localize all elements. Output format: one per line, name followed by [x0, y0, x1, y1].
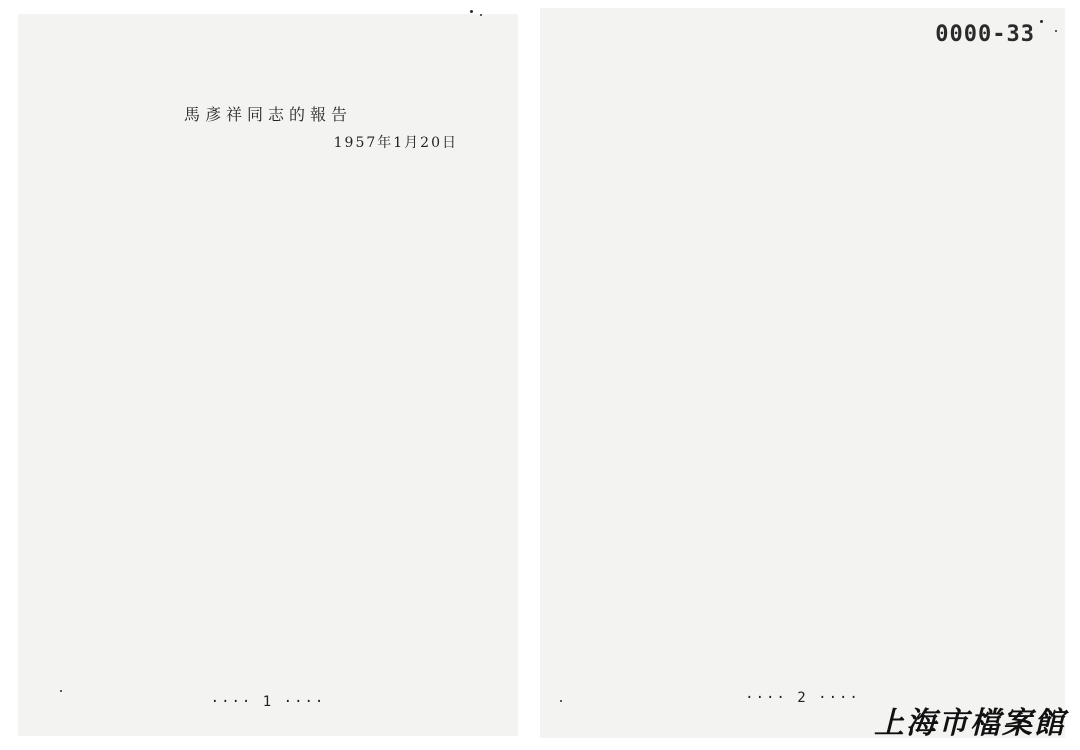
archive-watermark: 上海市檔案館 — [874, 706, 1066, 741]
scan-speck — [60, 690, 62, 692]
page-number-1: ···· 1 ···· — [210, 694, 326, 710]
report-title: 馬彥祥同志的報告 — [183, 105, 352, 124]
scan-speck — [560, 700, 562, 702]
report-date: 1957年1月20日 — [333, 135, 458, 151]
page-number-2: ···· 2 ···· — [745, 690, 860, 706]
scan-speck — [1040, 20, 1043, 23]
scan-speck — [1055, 30, 1057, 32]
document-page-1 — [18, 14, 518, 736]
scan-speck — [470, 10, 473, 13]
document-page-2 — [540, 8, 1065, 738]
archive-number: 0000-33 — [935, 22, 1035, 47]
scan-speck — [480, 14, 482, 16]
